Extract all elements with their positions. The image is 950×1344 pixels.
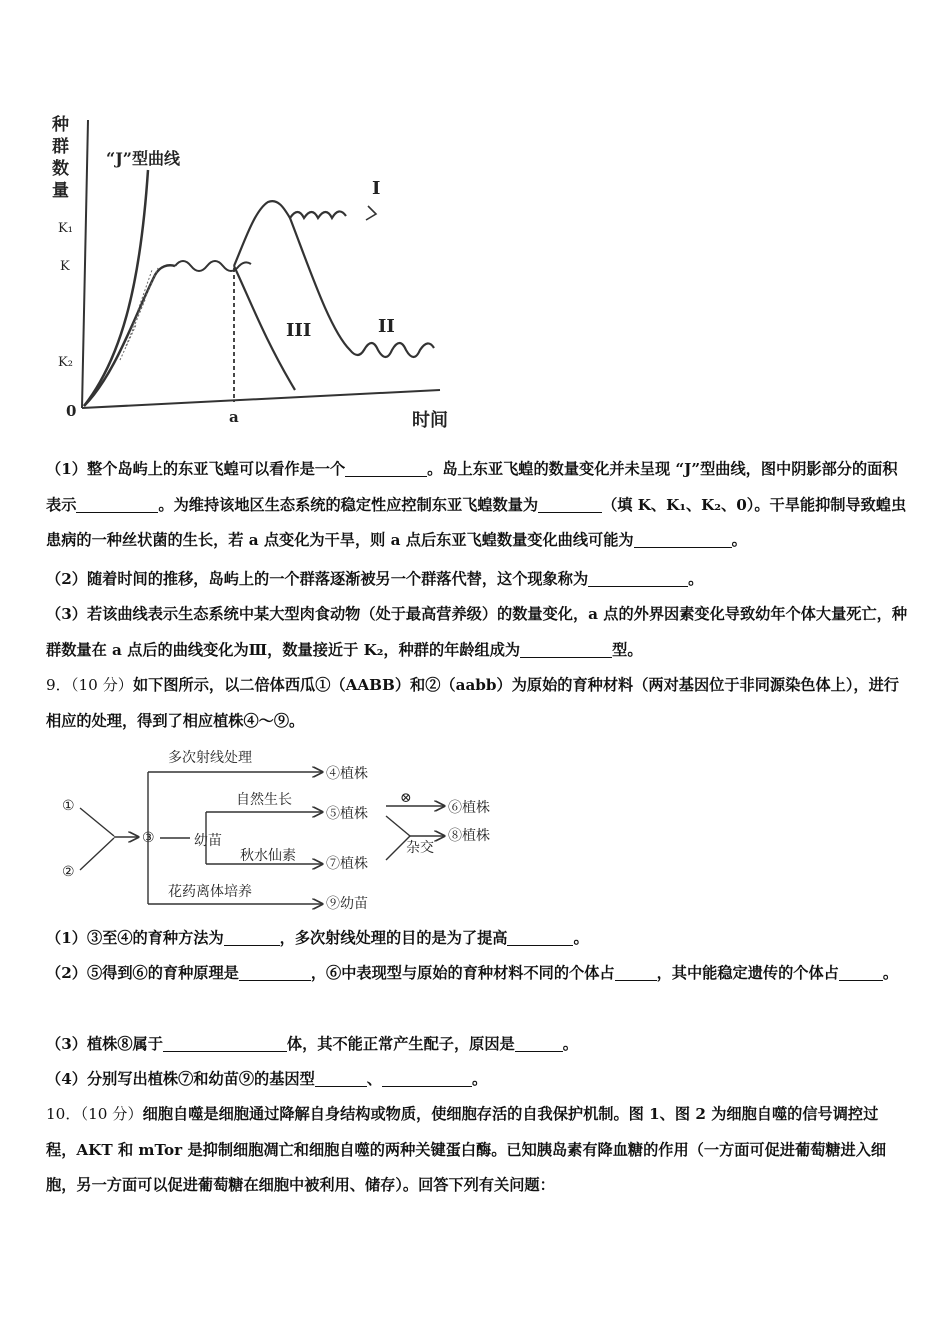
top-branch-label: 多次射线处理 <box>168 750 252 766</box>
node-9: ⑨幼苗 <box>326 896 368 912</box>
q10-stem <box>46 1097 908 1204</box>
q9-p1-text-a: （1）③至④的育种方法为 <box>46 929 224 947</box>
j-curve <box>84 170 148 406</box>
link-2-3 <box>80 838 114 870</box>
selfing-symbol: ⊗ <box>400 790 412 806</box>
curve-II <box>290 218 434 357</box>
y-axis <box>82 120 88 408</box>
node-8: ⑧植株 <box>448 828 490 844</box>
q9-part1 <box>46 921 908 957</box>
colchicine-label: 秋水仙素 <box>240 848 296 864</box>
node-6: ⑥植株 <box>448 800 490 816</box>
q9-stem-text: 如下图所示，以二倍体西瓜①（AABB）和②（aabb）为原始的育种材料（两对基因位于非同源染色体上），进行相应的处理，得到了相应植株④～⑨。 <box>46 676 899 730</box>
q9-blank-7[interactable] <box>515 1036 563 1052</box>
q9-p4-text-a: （4）分别写出植株⑦和幼苗⑨的基因型 <box>46 1070 315 1088</box>
q9-p2-text-d: 。 <box>882 964 899 982</box>
q8-part2 <box>46 562 908 598</box>
q8-p3-text-b: 型。 <box>612 640 643 659</box>
q9-p4-text-b: 、 <box>366 1070 382 1088</box>
q9-blank-3[interactable] <box>239 965 311 981</box>
q9-p2-text-b: ，⑥中表现型与原始的育种材料不同的个体占 <box>310 964 615 982</box>
q8-p1-text-e: 。 <box>731 531 747 549</box>
link-1-3 <box>80 808 114 836</box>
curve-I-label: I <box>372 178 381 199</box>
y-axis-label-4: 量 <box>52 181 69 201</box>
q8-blank-5[interactable] <box>588 571 688 587</box>
k-oscillation <box>175 261 251 271</box>
node-7: ⑦植株 <box>326 856 368 872</box>
q8-p1-text-d: （填 K、K₁、K₂、0）。干旱能抑制导致蝗虫患病的一种丝状菌的生长，若 a 点变化为干旱，则 a 点后东亚飞蝗数量变化曲线可能为 <box>46 495 907 549</box>
tick-k1: K₁ <box>58 221 73 236</box>
j-curve-label: “J”型曲线 <box>106 149 180 168</box>
q9-blank-2[interactable] <box>507 930 573 946</box>
y-axis-label-3: 数 <box>52 159 69 179</box>
x-mark-a: a <box>229 408 239 426</box>
natural-growth-label: 自然生长 <box>236 792 292 808</box>
q9-p2-text-a: （2）⑤得到⑥的育种原理是 <box>46 964 239 982</box>
q8-p1-text-c: 。为维持该地区生态系统的稳定性应控制东亚飞蝗数量为 <box>158 495 539 514</box>
origin-label: 0 <box>66 402 77 420</box>
x-axis <box>82 390 440 408</box>
q9-p3-text-a: （3）植株⑧属于 <box>46 1035 163 1053</box>
q9-part2 <box>46 956 908 992</box>
q9-p1-text-c: 。 <box>573 929 589 947</box>
q8-blank-1[interactable] <box>345 461 427 477</box>
q10-stem-text: 细胞自噬是细胞通过降解自身结构或物质，使细胞存活的自我保护机制。图 1、图 2 为细胞自噬的信号调控过程，AKT 和 mTor 是抑制细胞凋亡和细胞自噬的两种关键蛋白酶。已知胰岛素有降血糖的作用（一方面可促进葡萄糖进入细胞，另一方面可以促进葡萄糖在细胞中被利用、储存）。回答下列有关问题： <box>46 1105 887 1194</box>
tick-k2: K₂ <box>58 355 73 370</box>
x-axis-label: 时间 <box>412 410 448 431</box>
q8-p1-text-b: 。岛上东亚飞蝗的数量变化并未呈现 “J”型曲线，图中阴影部分的面积表示 <box>46 460 898 514</box>
curve-I-label-tick <box>366 206 376 220</box>
q9-p3-text-b: 体，其不能正常产生配子，原因是 <box>286 1035 515 1053</box>
seedling-label: 幼苗 <box>194 833 222 849</box>
node-1: ① <box>62 798 75 814</box>
q9-blank-9[interactable] <box>382 1071 472 1087</box>
population-curve-figure <box>40 100 470 440</box>
q10-number: 10． <box>46 1105 81 1123</box>
q9-p4-text-c: 。 <box>471 1070 488 1088</box>
q8-p3-text-a: （3）若该曲线表示生态系统中某大型肉食动物（处于最高营养级）的数量变化，a 点的外界因素变化导致幼年个体大量死亡，种群数量在 a 点后的曲线变化为Ⅲ，数量接近于 K₂，种群的年龄组成为 <box>46 605 908 659</box>
q9-part3 <box>46 1027 908 1063</box>
curve-III-label: III <box>286 320 312 341</box>
y-axis-label-2: 群 <box>52 137 69 157</box>
node-3: ③ <box>142 830 155 846</box>
anther-culture-label: 花药离体培养 <box>168 884 252 900</box>
cross-link-5 <box>386 816 410 836</box>
q9-number: 9． <box>46 676 71 694</box>
q9-score: （10 分） <box>70 676 133 694</box>
cross-label: 杂交 <box>406 840 434 856</box>
q9-blank-1[interactable] <box>224 930 280 946</box>
q9-p3-text-c: 。 <box>562 1035 578 1053</box>
q9-blank-8[interactable] <box>315 1071 367 1087</box>
q9-stem <box>46 668 908 739</box>
q9-part4 <box>46 1062 908 1098</box>
breeding-diagram <box>56 742 516 922</box>
q8-p2-text-a: （2）随着时间的推移，岛屿上的一个群落逐渐被另一个群落代替，这个现象称为 <box>46 570 589 588</box>
node-2: ② <box>62 864 75 880</box>
q8-part3 <box>46 597 908 668</box>
node-4: ④植株 <box>326 766 368 782</box>
node-5: ⑤植株 <box>326 806 368 822</box>
q8-blank-6[interactable] <box>520 641 612 657</box>
curve-I <box>234 201 346 266</box>
q8-blank-3[interactable] <box>538 496 602 512</box>
q9-blank-5[interactable] <box>839 965 883 981</box>
y-axis-label-1: 种 <box>52 115 69 135</box>
q9-p2-text-c: ，其中能稳定遗传的个体占 <box>656 964 839 982</box>
q9-p1-text-b: ，多次射线处理的目的是为了提高 <box>279 929 508 947</box>
q8-blank-4[interactable] <box>634 532 732 548</box>
q8-p1-text-a: （1）整个岛屿上的东亚飞蝗可以看作是一个 <box>46 460 346 478</box>
q8-blank-2[interactable] <box>76 496 158 512</box>
tick-k: K <box>60 259 70 274</box>
curve-II-label: II <box>378 316 395 337</box>
q8-p2-text-b: 。 <box>688 570 704 588</box>
q10-score: （10 分） <box>80 1105 143 1123</box>
q9-blank-4[interactable] <box>615 965 657 981</box>
q8-part1 <box>46 452 908 559</box>
q9-blank-6[interactable] <box>163 1036 287 1052</box>
